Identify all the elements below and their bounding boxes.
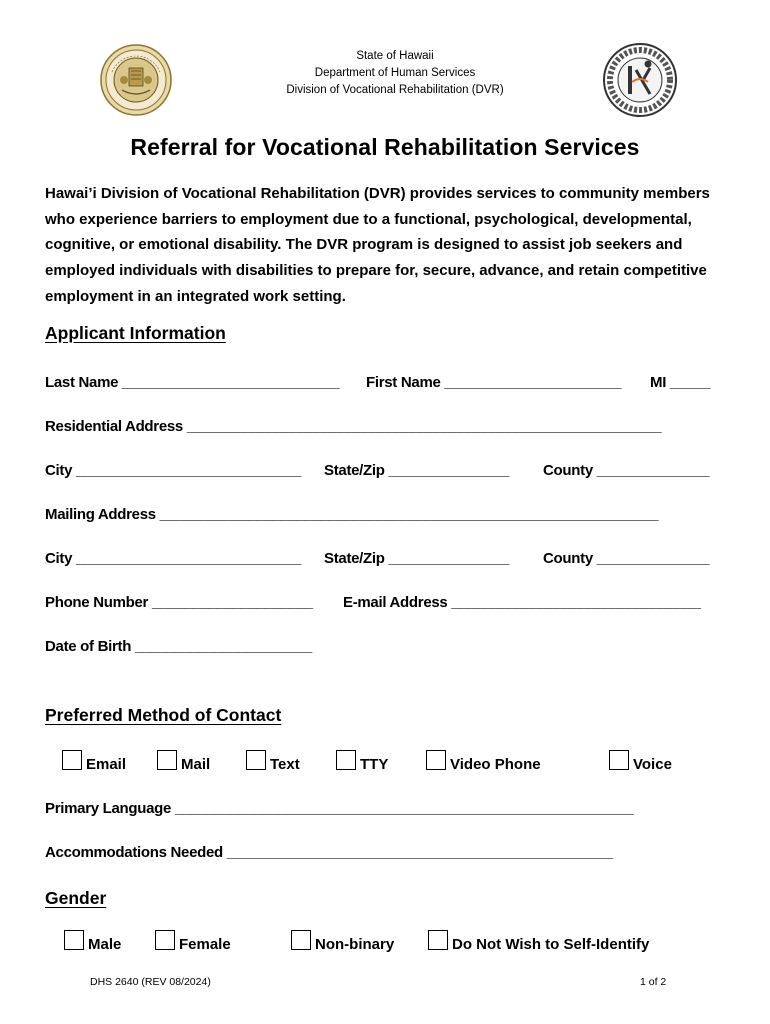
form-id: DHS 2640 (REV 08/2024) bbox=[90, 976, 211, 988]
phone-number-field[interactable]: Phone Number ____________________ bbox=[45, 594, 313, 611]
mail-option-label: Mail bbox=[181, 756, 211, 773]
residential-address-field[interactable]: Residential Address ___________________________________________________________ bbox=[45, 418, 662, 435]
male-option-label: Male bbox=[88, 936, 122, 953]
primary-language-field[interactable]: Primary Language _________________________________________________________ bbox=[45, 800, 634, 817]
dvr-logo bbox=[602, 42, 678, 118]
mailing-address-row bbox=[45, 506, 725, 528]
header-division: Division of Vocational Rehabilitation (DVR) bbox=[286, 84, 504, 96]
residential-city-row bbox=[45, 462, 725, 484]
city-field[interactable]: City ____________________________ bbox=[45, 462, 302, 479]
email-option-label: Email bbox=[86, 756, 127, 773]
email-checkbox[interactable] bbox=[62, 750, 82, 770]
non-binary-checkbox[interactable] bbox=[291, 930, 311, 950]
tty-option-label: TTY bbox=[360, 756, 389, 773]
mailing-city-field[interactable]: City ____________________________ bbox=[45, 550, 302, 567]
last-name-field[interactable]: Last Name ___________________________ bbox=[45, 374, 340, 391]
do-not-wish-option-label: Do Not Wish to Self-Identify bbox=[452, 936, 650, 953]
form-title: Referral for Vocational Rehabilitation Services bbox=[130, 134, 640, 160]
gender-heading: Gender bbox=[45, 888, 107, 908]
dob-row bbox=[45, 638, 725, 660]
date-of-birth-field[interactable]: Date of Birth ______________________ bbox=[45, 638, 312, 655]
phone-email-row bbox=[45, 594, 725, 616]
accommodations-row bbox=[45, 844, 725, 866]
email-address-field[interactable]: E-mail Address _______________________________ bbox=[343, 594, 701, 611]
preferred-contact-heading: Preferred Method of Contact bbox=[45, 705, 282, 725]
residential-address-row bbox=[45, 418, 725, 440]
accommodations-needed-field[interactable]: Accommodations Needed ________________________________________________ bbox=[45, 844, 613, 861]
text-option-label: Text bbox=[270, 756, 300, 773]
female-option-label: Female bbox=[179, 936, 231, 953]
gender-options bbox=[0, 930, 770, 956]
do-not-wish-checkbox[interactable] bbox=[428, 930, 448, 950]
agency-header bbox=[200, 48, 590, 99]
video-phone-option-label: Video Phone bbox=[450, 756, 541, 773]
voice-option-label: Voice bbox=[633, 756, 672, 773]
header-state: State of Hawaii bbox=[356, 50, 434, 62]
female-checkbox[interactable] bbox=[155, 930, 175, 950]
primary-language-row bbox=[45, 800, 725, 822]
mailing-county-field[interactable]: County ______________ bbox=[543, 550, 710, 567]
first-name-field[interactable]: First Name ______________________ bbox=[366, 374, 622, 391]
mailing-address-field[interactable]: Mailing Address ______________________________________________________________ bbox=[45, 506, 659, 523]
voice-checkbox[interactable] bbox=[609, 750, 629, 770]
county-field[interactable]: County ______________ bbox=[543, 462, 710, 479]
middle-initial-field[interactable]: MI _____ bbox=[650, 374, 711, 391]
mailing-state-zip-field[interactable]: State/Zip _______________ bbox=[324, 550, 510, 567]
video-phone-checkbox[interactable] bbox=[426, 750, 446, 770]
text-checkbox[interactable] bbox=[246, 750, 266, 770]
mail-checkbox[interactable] bbox=[157, 750, 177, 770]
contact-method-options bbox=[0, 750, 770, 776]
non-binary-option-label: Non-binary bbox=[315, 936, 395, 953]
header-department: Department of Human Services bbox=[314, 67, 476, 79]
name-row bbox=[45, 374, 725, 396]
intro-paragraph: Hawai’i Division of Vocational Rehabilitation (DVR) provides services to community members who experience barriers to employment due to a functional, psychological, developmental, cognitive, or emotional disability. The DVR program is designed to assist job seekers and employed individuals with disabilities to prepare for, secure, advance, and retain competitive employment in an integrated work setting. bbox=[45, 185, 710, 305]
state-zip-field[interactable]: State/Zip _______________ bbox=[324, 462, 510, 479]
male-checkbox[interactable] bbox=[64, 930, 84, 950]
mailing-city-row bbox=[45, 550, 725, 572]
page-number: 1 of 2 bbox=[640, 976, 667, 988]
applicant-information-heading: Applicant Information bbox=[45, 323, 226, 343]
state-of-hawaii-seal bbox=[100, 44, 172, 116]
tty-checkbox[interactable] bbox=[336, 750, 356, 770]
